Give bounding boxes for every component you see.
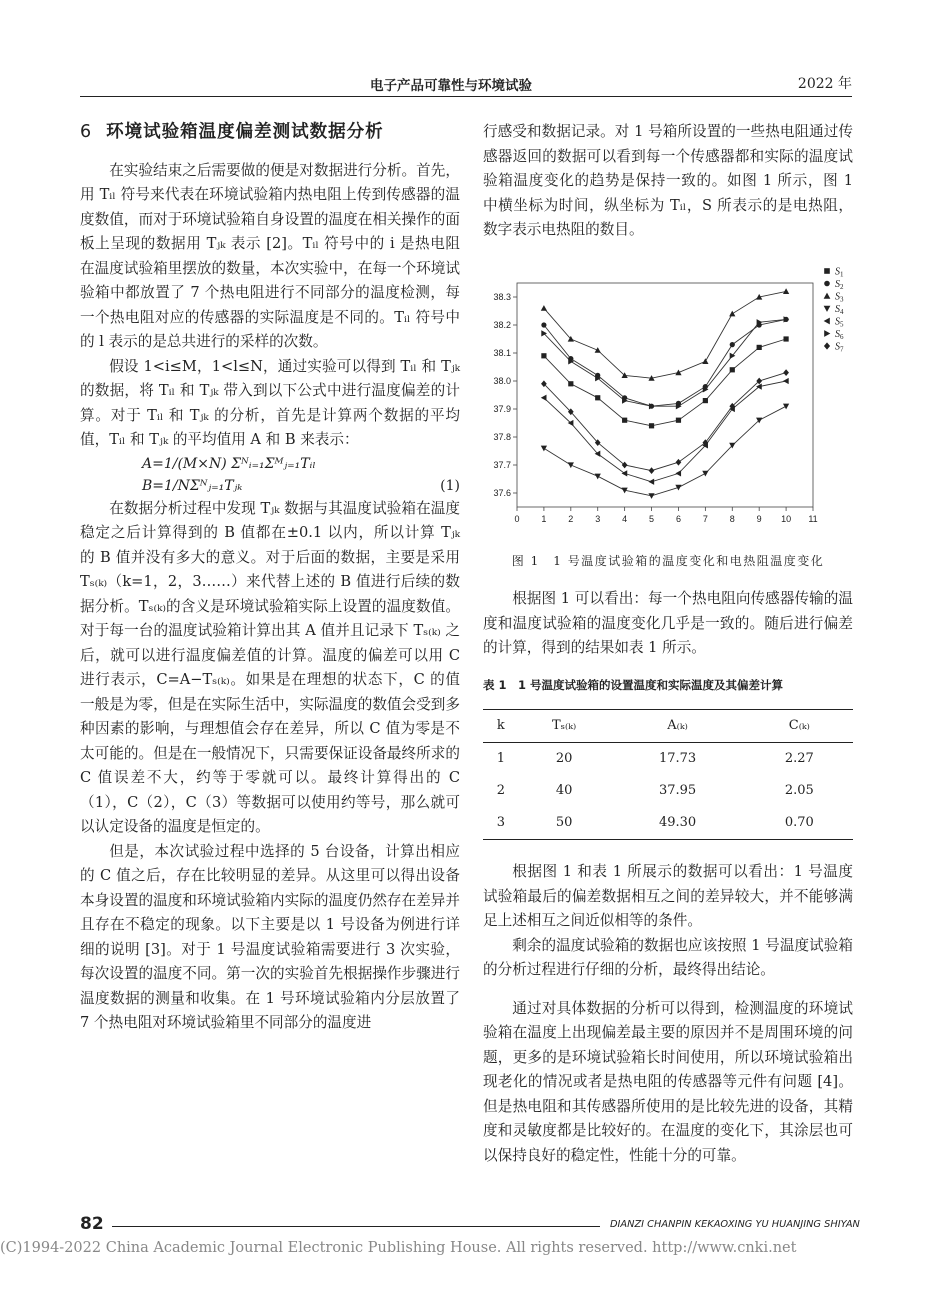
data-point <box>595 395 600 400</box>
table-cell: 2.27 <box>784 750 814 766</box>
table-cell: 37.95 <box>658 782 697 798</box>
data-point <box>541 305 547 311</box>
table-cell: 49.30 <box>658 814 697 830</box>
left-column <box>80 120 460 1036</box>
data-point <box>783 288 789 294</box>
table-header-row <box>483 710 853 743</box>
paragraph: 假设 1<i≤M，1<l≤N，通过实验可以得到 Tᵢₗ 和 Tⱼₖ 的数据，将 Tᵢₗ 和 Tⱼₖ 带入到以下公式中进行温度偏差的计算。对于 Tᵢₗ 和 Tⱼₖ 的分析，首先是计算两个数据的平均值，Tᵢₗ 和 Tⱼₖ 的平均值用 A 和 B 来表示： <box>80 357 460 448</box>
legend-marker <box>824 305 831 311</box>
table-cell: 2 <box>496 782 505 798</box>
data-point <box>703 398 708 403</box>
series-S1 <box>541 336 788 428</box>
legend-entry <box>824 304 844 316</box>
formula-b <box>80 475 460 497</box>
legend-label: $S_7$ <box>835 341 844 353</box>
legend-label: $S_1$ <box>835 266 844 278</box>
y-tick-label: 37.8 <box>493 431 511 442</box>
legend-entry <box>824 266 844 278</box>
section-number: 6 <box>80 122 93 142</box>
y-tick-label: 38.0 <box>493 375 511 386</box>
x-tick-label: 10 <box>781 513 792 524</box>
plot-frame <box>517 283 813 507</box>
x-tick-label: 9 <box>756 513 762 524</box>
series-line <box>544 291 786 378</box>
data-point <box>675 369 681 375</box>
figure-caption: 图 1 1 号温度试验箱的温度变化和电热阻温度变化 <box>511 553 825 568</box>
data-point <box>702 358 708 364</box>
data-point <box>595 347 601 353</box>
legend-label-sub: 2 <box>840 282 844 291</box>
data-point <box>649 467 655 474</box>
legend-label-sub: 6 <box>840 332 844 341</box>
legend-entry <box>824 316 844 328</box>
data-table <box>483 709 853 840</box>
paragraph: 根据图 1 和表 1 所展示的数据可以看出：1 号温度试验箱最后的偏差数据相互之间的差异较大，并不能够满足上述相互之间近似相等的条件。 <box>483 863 853 929</box>
footer-journal-pinyin: DIANZI CHANPIN KEKAOXING YU HUANJING SHIYAN <box>610 1219 860 1230</box>
series-S3 <box>541 288 789 381</box>
x-tick-label: 5 <box>649 513 655 524</box>
data-point <box>541 394 547 400</box>
running-header <box>80 70 852 97</box>
data-point <box>595 473 601 479</box>
x-tick-label: 2 <box>568 513 574 524</box>
data-point <box>541 322 546 327</box>
figure-1 <box>483 261 853 541</box>
x-tick-label: 4 <box>622 513 628 524</box>
paragraph: 在实验结束之后需要做的便是对数据进行分析。首先，用 Tᵢₗ 符号来代表在环境试验箱内热电阻上传到传感器的温度数值，而对于环境试验箱自身设置的温度在相关操作的面板上呈现的数据用 Tⱼₖ 表示 [2]。Tᵢₗ 符号中的 i 是热电阻在温度试验箱里摆放的数量，本次实验中，在每一个环境试验箱中都放置了 7 个热电阻进行不同部分的温度检测，每一个热电阻对应的传感器的实际温度是不同的。Tᵢₗ 符号中的 l 表示的是总共进行的采样的次数。 <box>80 161 460 350</box>
table-cell: 40 <box>555 782 573 798</box>
data-point <box>729 310 735 316</box>
table-row <box>483 743 853 776</box>
table-cell: 0.70 <box>784 814 814 830</box>
table-header: C₍ₖ₎ <box>788 717 810 733</box>
series-S5 <box>541 377 789 484</box>
journal-year: 2022 年 <box>797 76 852 92</box>
table-header: Tₛ₍ₖ₎ <box>551 717 577 733</box>
series-line <box>544 339 786 426</box>
table-cell: 3 <box>496 814 505 830</box>
table-row <box>483 775 853 807</box>
legend-marker <box>824 330 830 337</box>
table-caption: 表 1 1 号温度试验箱的设置温度和实际温度及其偏差计算 <box>483 677 784 692</box>
legend-entry <box>824 291 844 303</box>
legend-marker <box>824 317 830 324</box>
section-title: 环境试验箱温度偏差测试数据分析 <box>106 122 384 142</box>
equation-number: (1) <box>440 477 460 494</box>
y-tick-label: 37.7 <box>493 459 511 470</box>
legend-entry <box>824 279 844 291</box>
series-S4 <box>541 403 789 498</box>
data-point <box>783 369 789 376</box>
series-line <box>544 319 786 406</box>
legend-marker <box>824 268 830 274</box>
x-tick-label: 7 <box>702 513 708 524</box>
data-point <box>676 458 682 465</box>
table-header: A₍ₖ₎ <box>667 717 688 733</box>
data-point <box>783 336 788 341</box>
series-S2 <box>541 316 788 408</box>
series-line <box>544 406 786 496</box>
x-tick-label: 8 <box>729 513 735 524</box>
x-tick-label: 1 <box>541 513 547 524</box>
page-number: 82 <box>80 1214 104 1234</box>
legend-label: $S_2$ <box>835 278 844 291</box>
legend-label-sub: 3 <box>840 295 844 303</box>
data-point <box>648 493 654 499</box>
data-point <box>648 478 654 484</box>
y-tick-label: 37.6 <box>493 487 511 498</box>
section-heading <box>80 120 460 145</box>
paragraph: 通过对具体数据的分析可以得到，检测温度的环境试验箱在温度上出现偏差最主要的原因并不是周围环境的问题，更多的是环境试验箱长时间使用，所以环境试验箱出现老化的情况或者是热电阻的传感器等元件有问题 [4]。但是热电阻和其传感器所使用的是比较先进的设备，其精度和灵敏度都是比较好的。在温度的变化下，其涂层也可以保持良好的稳定性，性能十分的可靠。 <box>483 999 853 1164</box>
legend-label-sub: 5 <box>840 320 844 328</box>
formula-a <box>80 453 460 475</box>
paragraph: 但是，本次试验过程中选择的 5 台设备，计算出相应的 C 值之后，存在比较明显的差异。从这里可以得出设备本身设置的温度和环境试验箱内实际的温度仍然存在差异并且存在不稳定的现象。以下主要是以 1 号设备为例进行详细的说明 [3]。对于 1 号温度试验箱需要进行 3 次实验，每次设置的温度不同。第一次的实验首先根据操作步骤进行温度数据的测量和收集。在 1 号环境试验箱内分层放置了 7 个热电阻对环境试验箱里不同部分的温度进 <box>80 842 460 1031</box>
legend-label-sub: 1 <box>840 270 844 278</box>
data-point <box>622 461 628 468</box>
paragraph: 在数据分析过程中发现 Tⱼₖ 数据与其温度试验箱在温度稳定之后计算得到的 B 值都在±0.1 以内，所以计算 Tⱼₖ 的 B 值并没有多大的意义。对于后面的数据，主要是采用 Tₛ₍ₖ₎（k=1，2，3……）来代替上述的 B 值进行后续的数据分析。Tₛ₍ₖ₎的含义是环境试验箱实际上设置的温度数值。对于每一台的温度试验箱计算出其 A 值并且记录下 Tₛ₍ₖ₎ 之后，就可以进行温度偏差值的计算。温度的偏差可以用 C 进行表示，C=A−Tₛ₍ₖ₎。如果是在理想的状态下，C 的值一般是为零，但是在实际生活中，实际温度的数值会受到多种因素的影响，与理想值会存在差异，所以 C 值为零是不太可能的。但是在一般情况下，只需要保证设备最终所求的 C 值误差不大，约等于零就可以。最终计算得出的 C（1），C（2），C（3）等数据可以使用约等号，那么就可以认定设备的温度是恒定的。 <box>80 499 460 835</box>
paragraph: 根据图 1 可以看出：每一个热电阻向传感器传输的温度和温度试验箱的温度变化几乎是一致的。随后进行偏差的计算，得到的结果如表 1 所示。 <box>483 590 853 656</box>
data-point <box>622 417 627 422</box>
data-point <box>568 381 573 386</box>
legend-entry <box>824 341 844 353</box>
data-point <box>783 377 789 383</box>
legend-marker <box>824 342 830 349</box>
data-point <box>675 470 681 476</box>
legend-label-sub: 4 <box>840 307 844 316</box>
x-tick-label: 11 <box>808 513 818 524</box>
y-tick-label: 38.1 <box>493 347 511 358</box>
x-tick-label: 6 <box>675 513 681 524</box>
formula-a-text: A=1/(M×N) Σᴺᵢ₌₁Σᴹⱼ₌₁Tᵢₗ <box>142 455 316 472</box>
y-tick-label: 38.2 <box>493 319 511 330</box>
legend-marker <box>824 292 831 298</box>
legend-entry <box>824 329 844 341</box>
data-point <box>730 367 735 372</box>
footer-rule <box>112 1226 600 1227</box>
formula-b-text: B=1/NΣᴺⱼ₌₁Tⱼₖ <box>142 477 243 494</box>
copyright-notice: (C)1994-2022 China Academic Journal Electronic Publishing House. All rights reserved. http://www.cnki.net <box>0 1240 797 1256</box>
x-tick-label: 0 <box>514 513 520 524</box>
data-point <box>783 403 789 409</box>
y-tick-label: 37.9 <box>493 403 511 414</box>
legend-label: $S_3$ <box>835 291 844 303</box>
legend-label: $S_5$ <box>835 316 844 328</box>
data-point <box>702 470 708 476</box>
y-tick-label: 38.3 <box>493 291 511 302</box>
paragraph: 行感受和数据记录。对 1 号箱所设置的一些热电阻通过传感器返回的数据可以看到每一个传感器都和实际的温度试验箱温度变化的趋势是保持一致的。如图 1 所示，图 1 中横坐标为时间，纵坐标为 Tᵢₗ，S 所表示的是电热阻，数字表示电热阻的数目。 <box>483 123 853 238</box>
data-point <box>622 470 628 476</box>
data-point <box>541 445 547 451</box>
legend-label-sub: 7 <box>840 345 844 353</box>
data-point <box>730 342 735 347</box>
data-point <box>757 344 762 349</box>
series-S7 <box>541 369 789 474</box>
right-column <box>483 120 853 1168</box>
table-cell: 20 <box>555 750 573 766</box>
data-point <box>568 462 574 468</box>
series-line <box>544 372 786 470</box>
data-point <box>676 417 681 422</box>
legend-label: $S_4$ <box>835 303 844 316</box>
data-point <box>649 423 654 428</box>
line-chart <box>483 261 853 541</box>
table-cell: 1 <box>496 750 505 766</box>
x-tick-label: 3 <box>595 513 601 524</box>
legend-label: $S_6$ <box>835 328 844 341</box>
table-row <box>483 807 853 840</box>
journal-title: 电子产品可靠性与环境试验 <box>370 78 532 94</box>
table-header: k <box>496 717 505 733</box>
table-cell: 50 <box>555 814 573 830</box>
data-point <box>541 353 546 358</box>
legend-marker <box>824 280 830 286</box>
table-cell: 17.73 <box>658 750 697 766</box>
paragraph: 剩余的温度试验箱的数据也应该按照 1 号温度试验箱的分析过程进行仔细的分析，最终得出结论。 <box>483 936 853 978</box>
table-cell: 2.05 <box>784 782 814 798</box>
